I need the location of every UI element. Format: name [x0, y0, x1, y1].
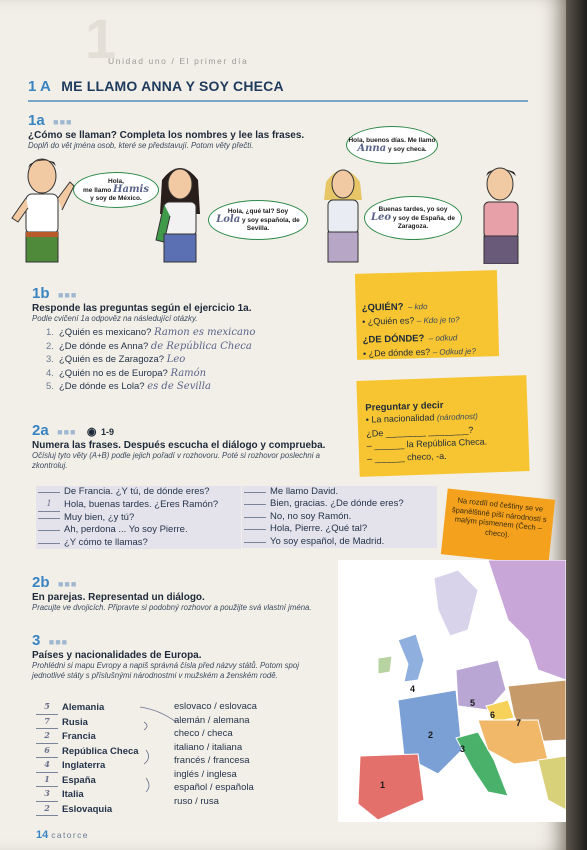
woman-anna-illustration: [318, 160, 368, 264]
bubble-text: y soy de México.: [90, 194, 142, 202]
exercise-number: 2b: [32, 574, 50, 591]
exercise-number: 3: [32, 632, 41, 649]
page-number: 14: [36, 829, 49, 841]
dialogue-column-a: [36, 486, 241, 549]
speech-bubble-4: [364, 196, 462, 240]
country-name: Alemania: [62, 702, 105, 713]
answer-blank[interactable]: [244, 529, 266, 530]
box-line: • ¿Quién es?: [362, 315, 415, 327]
answer-blank[interactable]: 5: [36, 700, 58, 715]
answer-blank[interactable]: 2: [36, 729, 58, 744]
answer-blank[interactable]: [38, 530, 60, 531]
lesson-number: 1 A: [28, 78, 51, 95]
box-line: – ______ la República Checa.: [366, 436, 488, 451]
man-mexico-illustration: [8, 152, 78, 264]
box-czech: (národnost): [436, 411, 478, 423]
exercise-instruction: Numera las frases. Después escucha el diálogo y comprueba.: [32, 440, 326, 451]
dialogue-text: Yo soy español, de Madrid.: [270, 535, 385, 547]
country-name: Rusia: [62, 716, 88, 728]
dialogue-column-b: [242, 486, 437, 548]
box-czech: – odkud: [428, 332, 458, 343]
unit-title: Unidad uno / El primer día: [108, 56, 249, 66]
exercise-czech-instruction: Prohlédni si mapu Evropy a napiš správná čísla před názvy států. Potom spoj jednotlivé státy s příslušnými národnostmi v mužském a ženském rodě.: [32, 661, 299, 680]
exercise-instruction: En parejas. Representad un diálogo.: [32, 592, 205, 603]
answer-blank[interactable]: [38, 492, 60, 493]
item-number: 4.: [46, 367, 54, 379]
exercise-czech-instruction: Doplň do vět jména osob, které se představují. Potom věty přečti.: [28, 141, 254, 150]
country-name: España: [62, 774, 96, 786]
handwritten-answer: Leo: [370, 211, 392, 223]
dialogue-text: Me llamo David.: [270, 486, 339, 497]
bubble-text: y soy checa.: [387, 145, 427, 153]
exercise-1b: [32, 285, 352, 394]
cd-track: 1-9: [100, 427, 114, 437]
question-text: ¿De dónde es Anna?: [59, 340, 149, 352]
list-item: italiano / italiana: [174, 741, 243, 753]
tip-note: Na rozdíl od češtiny se ve španělštině píší národnosti s malým písmenem (Čech – checo).: [441, 489, 555, 566]
exercise-instruction: ¿Cómo se llaman? Completa los nombres y lee las frases.: [28, 130, 305, 141]
exercise-number: 1b: [32, 285, 50, 302]
item-number: 3.: [46, 354, 54, 365]
box-heading: ¿DE DÓNDE?: [362, 332, 425, 346]
handwritten-answer: Ramon es mexicano: [154, 327, 256, 338]
list-item: [46, 367, 352, 381]
box-line: – ______ checo, -a.: [366, 450, 447, 464]
list-item: [46, 353, 352, 367]
exercise-number: 1a: [28, 112, 45, 129]
dialogue-line: [38, 537, 239, 549]
exercise-number: 2a: [32, 422, 49, 439]
list-item: eslovaco / eslovaca: [174, 701, 257, 712]
item-number: 2.: [46, 340, 54, 352]
list-item: español / española: [174, 782, 254, 793]
bubble-text: Buenas tardes, yo soy: [378, 205, 448, 213]
bubble-text: y soy española, de Sevilla.: [241, 216, 300, 232]
speech-bubble-1: [73, 172, 159, 208]
country-name: República Checa: [62, 745, 139, 757]
dialogue-line: [244, 536, 435, 548]
speech-bubble-2: [208, 200, 308, 240]
dialogue-line: [38, 512, 239, 524]
answer-blank[interactable]: [244, 517, 266, 518]
difficulty-marks: ■■■: [57, 427, 77, 437]
exercise-3: [32, 632, 312, 681]
handwritten-answer: Anna: [357, 142, 387, 154]
answer-blank[interactable]: 1: [38, 498, 60, 511]
answer-blank[interactable]: [244, 504, 266, 505]
list-item: [46, 380, 352, 394]
grammar-box-quien: [355, 270, 499, 360]
handwritten-answer: Hamis: [113, 183, 149, 195]
dialogue-text: No, no soy Ramón.: [270, 510, 352, 522]
country-name: Eslovaquia: [62, 803, 113, 815]
list-item: ruso / rusa: [174, 795, 219, 807]
question-list: [46, 326, 352, 394]
woman-sevilla-illustration: [150, 160, 210, 264]
box-heading: ¿QUIÉN?: [361, 301, 404, 314]
page-number-word: catorce: [51, 830, 89, 840]
dialogue-line: [244, 486, 435, 498]
list-item: inglés / inglesa: [174, 768, 237, 780]
bubble-text: y soy de España, de Zaragoza.: [392, 214, 456, 230]
answer-blank[interactable]: 7: [36, 715, 58, 730]
answer-blank[interactable]: 2: [36, 802, 58, 817]
difficulty-marks: ■■■: [53, 117, 73, 127]
box-line: ¿De ________ ________?: [366, 424, 474, 439]
europe-map: [338, 560, 566, 822]
answer-blank[interactable]: [38, 518, 60, 519]
map-label-1: 1: [380, 780, 386, 790]
box-czech: – Kdo je to?: [416, 315, 460, 326]
list-item: alemán / alemana: [174, 714, 250, 726]
unit-big-number: 1: [85, 7, 117, 70]
exercise-czech-instruction: Podle cvičení 1a odpověz na následující otázky.: [32, 314, 198, 323]
grammar-box-preguntar: [356, 375, 529, 477]
list-item: [46, 326, 352, 340]
dialogue-line: [244, 498, 435, 510]
nationality-list: [174, 700, 304, 808]
answer-blank[interactable]: [38, 543, 60, 544]
map-label-5: 5: [470, 698, 476, 708]
box-heading: Preguntar y decir: [365, 399, 444, 414]
dialogue-line: [244, 523, 435, 535]
speech-bubble-3: [346, 126, 438, 164]
dialogue-text: Hola, Pierre. ¿Qué tal?: [270, 523, 368, 535]
handwritten-answer: Leo: [166, 354, 186, 365]
dialogue-text: De Francia. ¿Y tú, de dónde eres?: [64, 486, 210, 497]
country-name: Francia: [62, 731, 96, 742]
item-number: 1.: [46, 327, 54, 338]
map-label-4: 4: [410, 684, 416, 694]
box-line: • La nacionalidad: [365, 412, 435, 425]
exercise-instruction: Países y nacionalidades de Europa.: [32, 650, 202, 661]
item-number: 5.: [46, 381, 54, 392]
box-line: • ¿De dónde es?: [362, 346, 431, 359]
exercise-instruction: Responde las preguntas según el ejercicio 1a.: [32, 303, 252, 314]
country-name: Italia: [62, 789, 84, 800]
dialogue-text: Ah, perdona ... Yo soy Pierre.: [64, 524, 188, 536]
dialogue-line: [38, 524, 239, 536]
cd-icon: ◉: [86, 426, 97, 438]
exercise-2a: [32, 422, 352, 471]
list-item: francés / francesa: [174, 755, 250, 766]
dialogue-line: [38, 498, 239, 511]
difficulty-marks: ■■■: [57, 290, 78, 300]
bubble-text: Hola, buenos días. Me llamo: [348, 136, 436, 144]
lesson-header: [28, 78, 528, 102]
answer-blank[interactable]: 4: [36, 758, 58, 773]
dialogue-line: [244, 511, 435, 523]
dialogue-text: ¿Y cómo te llamas?: [64, 536, 148, 548]
map-label-3: 3: [460, 744, 466, 754]
answer-blank[interactable]: 6: [36, 744, 58, 759]
lesson-title: ME LLAMO ANNA Y SOY CHECA: [61, 78, 284, 94]
question-text: ¿Quién es mexicano?: [59, 327, 152, 338]
box-czech: – kdo: [407, 301, 428, 312]
difficulty-marks: ■■■: [48, 637, 69, 647]
page-edge: [566, 0, 587, 850]
handwritten-answer: Ramón: [170, 367, 207, 379]
list-item: checo / checa: [174, 728, 233, 739]
map-label-6: 6: [490, 710, 496, 720]
difficulty-marks: ■■■: [57, 579, 78, 589]
handwritten-answer: es de Sevilla: [147, 381, 211, 392]
exercise-czech-instruction: Pracujte ve dvojicích. Připravte si podobný rozhovor a použijte svá vlastní jména.: [32, 603, 312, 612]
exercise-1a-header: [28, 112, 358, 151]
box-czech: – Odkud je?: [432, 346, 476, 357]
question-text: ¿De dónde es Lola?: [59, 381, 145, 392]
bubble-text: Hola,: [108, 177, 124, 185]
exercise-czech-instruction: Očísluj tyto věty (A+B) podle jejich pořadí v rozhovoru. Poté si rozhovor poslechni a zkontroluj.: [32, 451, 320, 470]
handwritten-answer: de República Checa: [150, 340, 252, 352]
answer-blank[interactable]: 1: [36, 773, 58, 788]
country-name: Inglaterra: [62, 760, 106, 771]
dialogue-text: Bien, gracias. ¿De dónde eres?: [270, 498, 404, 510]
man-zaragoza-illustration: [470, 160, 530, 264]
question-text: ¿Quién es de Zaragoza?: [59, 354, 165, 365]
dialogue-line: [38, 486, 239, 498]
page-footer: [36, 829, 89, 841]
dialogue-text: Muy bien, ¿y tú?: [64, 511, 135, 523]
handwritten-answer: Lola: [216, 213, 241, 225]
question-text: ¿Quién no es de Europa?: [59, 367, 168, 379]
answer-blank[interactable]: 3: [36, 787, 58, 802]
answer-blank[interactable]: [244, 492, 266, 493]
map-label-7: 7: [516, 718, 522, 728]
list-item: [46, 340, 352, 354]
map-label-2: 2: [428, 730, 434, 740]
bubble-text: me llamo: [83, 186, 112, 194]
answer-blank[interactable]: [244, 542, 266, 543]
dialogue-text: Hola, buenas tardes. ¿Eres Ramón?: [64, 499, 219, 511]
bubble-text: Hola, ¿qué tal? Soy: [227, 207, 289, 215]
